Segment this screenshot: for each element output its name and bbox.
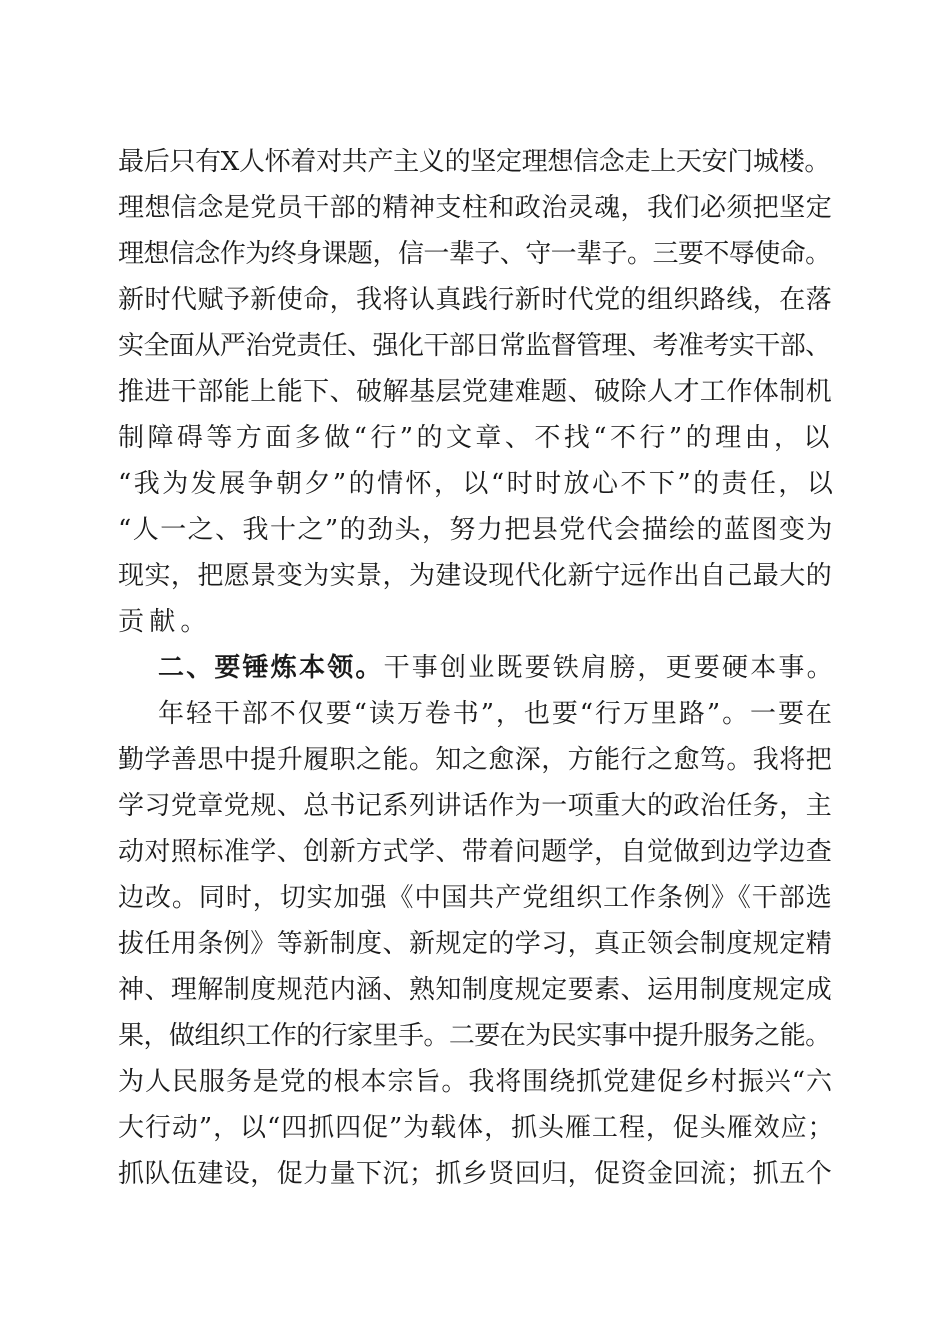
body-text-line: 最后只有X人怀着对共产主义的坚定理想信念走上天安门城楼。 [118, 147, 831, 177]
body-text-line: 现实，把愿景变为实景，为建设现代化新宁远作出自己最大的 [118, 561, 833, 591]
body-text-line: “人一之、我十之”的劲头，努力把县党代会描绘的蓝图变为 [118, 515, 834, 545]
section-heading-title: 二、要锤炼本领。 [158, 653, 384, 683]
body-text-line: “我为发展争朝夕”的情怀，以“时时放心不下”的责任，以 [118, 469, 836, 499]
section-heading [158, 650, 835, 686]
body-text-line: 制障碍等方面多做“行”的文章、不找“不行”的理由，以 [118, 423, 833, 453]
body-text-line: 动对照标准学、创新方式学、带着问题学，自觉做到边学边查 [118, 837, 833, 867]
body-text-line: 新时代赋予新使命，我将认真践行新时代党的组织路线，在落 [118, 285, 833, 315]
body-text-line: 边改。同时，切实加强《中国共产党组织工作条例》《干部选 [118, 883, 833, 913]
body-text-line: 实全面从严治党责任、强化干部日常监督管理、考准考实干部、 [118, 331, 831, 361]
body-text-line: 拔任用条例》等新制度、新规定的学习，真正领会制度规定精 [118, 929, 833, 959]
section-heading-lead: 干事创业既要铁肩膀，更要硬本事。 [383, 653, 835, 683]
body-text-line: 年轻干部不仅要“读万卷书”，也要“行万里路”。一要在 [158, 699, 834, 729]
body-text-line: 理想信念是党员干部的精神支柱和政治灵魂，我们必须把坚定 [118, 193, 833, 223]
body-text-line: 抓队伍建设，促力量下沉；抓乡贤回归，促资金回流；抓五个 [118, 1159, 833, 1189]
body-text-line: 大行动”，以“四抓四促”为载体，抓头雁工程，促头雁效应； [118, 1113, 835, 1143]
body-text-line: 神、理解制度规范内涵、熟知制度规定要素、运用制度规定成 [118, 975, 833, 1005]
body-text-line: 理想信念作为终身课题，信一辈子、守一辈子。三要不辱使命。 [118, 239, 831, 269]
body-text-line: 贡献。 [118, 607, 212, 637]
body-text-line: 果，做组织工作的行家里手。二要在为民实事中提升服务之能。 [118, 1021, 831, 1051]
body-text-line: 学习党章党规、总书记系列讲话作为一项重大的政治任务，主 [118, 791, 833, 821]
body-text-line: 为人民服务是党的根本宗旨。我将围绕抓党建促乡村振兴“六 [118, 1067, 833, 1097]
body-text-line: 勤学善思中提升履职之能。知之愈深，方能行之愈笃。我将把 [118, 745, 833, 775]
body-text-line: 推进干部能上能下、破解基层党建难题、破除人才工作体制机 [118, 377, 833, 407]
